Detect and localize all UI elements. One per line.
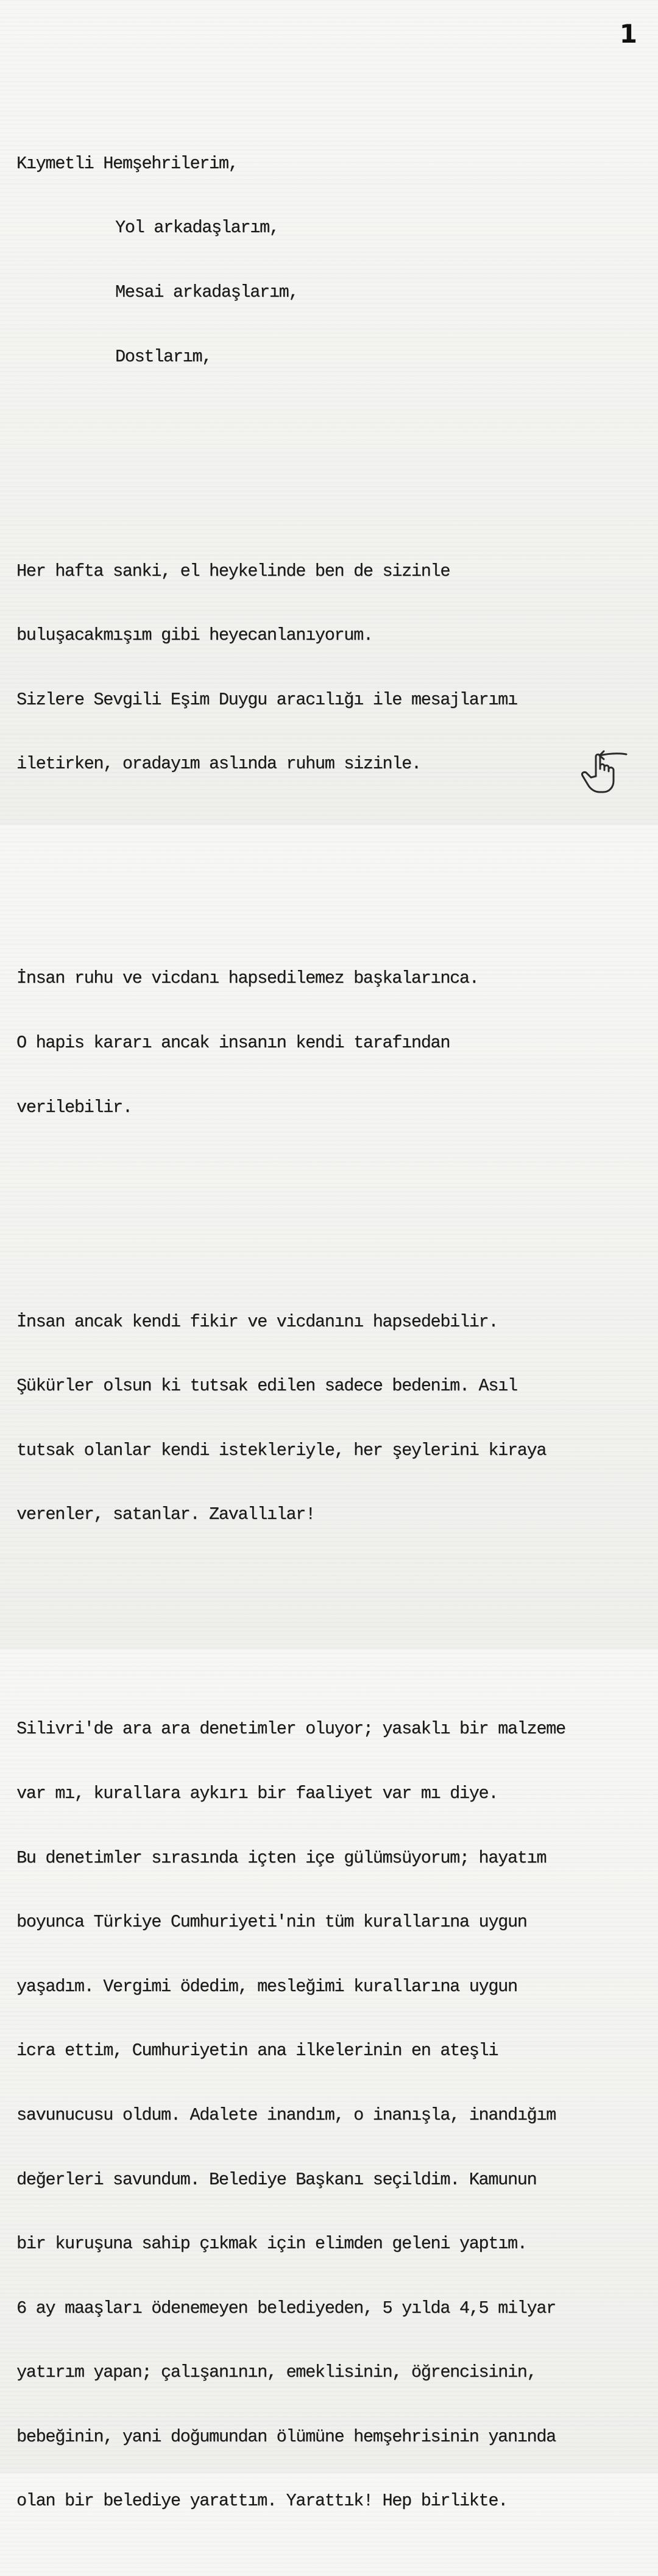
swipe-hint-button[interactable] [575,747,631,797]
text-line: Sizlere Sevgili Eşim Duygu aracılığı ile mesajlarımı [16,689,517,710]
paragraph-4 [16,1675,650,2555]
paragraph-gap [16,860,650,882]
paragraph-3 [16,1268,650,1568]
text-line: İnsan ruhu ve vicdanı hapsedilemez başkalarınca. [16,968,479,989]
text-line: buluşacakmışım gibi heyecanlanıyorum. [16,625,373,646]
text-line: verenler, satanlar. Zavallılar! [16,1504,315,1525]
letter-body [16,67,650,2576]
hand-swipe-left-icon [575,747,631,797]
text-line: Şükürler olsun ki tutsak edilen sadece bedenim. Asıl [16,1376,517,1396]
salutation-line: Mesai arkadaşlarım, [115,282,299,302]
text-line: 6 ay maaşları ödenemeyen belediyeden, 5 yılda 4,5 milyar [16,2298,556,2318]
text-line: yatırım yapan; çalışanının, emeklisinin, öğrencisinin, [16,2362,537,2383]
text-line: iletirken, oradayım aslında ruhum sizinle. [16,754,421,774]
salutation-line: Kıymetli Hemşehrilerim, [16,153,238,174]
text-line: O hapis kararı ancak insanın kendi tarafından [16,1032,450,1053]
text-line: değerleri savundum. Belediye Başkanı seçildim. Kamunun [16,2169,537,2190]
paragraph-gap [16,1204,650,1225]
salutation-block [16,110,650,410]
text-line: var mı, kurallara aykırı bir faaliyet var mı diye. [16,1783,498,1803]
text-line: icra ettim, Cumhuriyetin ana ilkelerinin en ateşli [16,2040,498,2061]
text-line: savunucusu oldum. Adalete inandım, o inanışla, inandığım [16,2104,556,2125]
text-line: bebeğinin, yani doğumundan ölümüne hemşehrisinin yanında [16,2426,556,2447]
text-line: tutsak olanlar kendi istekleriyle, her şeylerini kiraya [16,1440,547,1460]
text-line: Bu denetimler sırasında içten içe gülümsüyorum; hayatım [16,1847,547,1868]
text-line: olan bir belediye yarattım. Yarattık! Hep birlikte. [16,2491,508,2511]
page-number: 1 [619,19,637,49]
paragraph-1 [16,517,650,818]
salutation-line: Dostlarım, [115,346,212,367]
paragraph-2 [16,925,650,1161]
text-line: İnsan ancak kendi fikir ve vicdanını hapsedebilir. [16,1311,498,1332]
text-line: yaşadım. Vergimi ödedim, mesleğimi kurallarına uygun [16,1976,517,1997]
text-line: Her hafta sanki, el heykelinde ben de sizinle [16,561,450,581]
salutation-line: Yol arkadaşlarım, [115,218,279,238]
paragraph-gap [16,1611,650,1632]
paragraph-gap [16,453,650,475]
text-line: verilebilir. [16,1097,132,1117]
text-line: Silivri'de ara ara denetimler oluyor; yasaklı bir malzeme [16,1719,565,1739]
text-line: boyunca Türkiye Cumhuriyeti'nin tüm kurallarına uygun [16,1912,527,1933]
text-line: bir kuruşuna sahip çıkmak için elimden geleni yaptım. [16,2234,527,2254]
